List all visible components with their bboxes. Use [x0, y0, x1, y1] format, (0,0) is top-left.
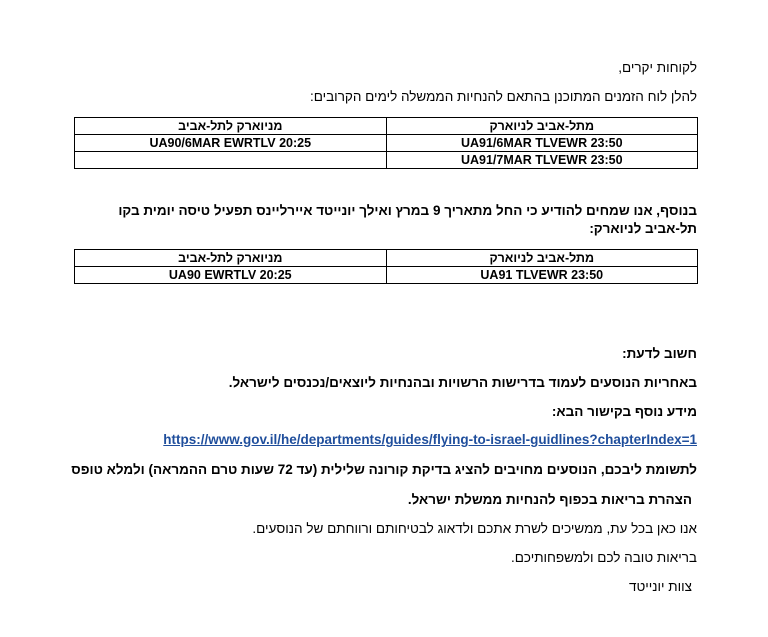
signature: צוות יונייטד [628, 579, 692, 594]
table-row [75, 135, 698, 152]
table-row [75, 267, 698, 284]
header-tlv-to-ewr: מתל-אביב לניוארק [386, 250, 698, 267]
table-cell: UA91 TLVEWR 23:50 [386, 267, 698, 284]
wishes-text: בריאות טובה לכם ולמשפחותיכם. [510, 550, 697, 565]
table-cell: UA90 EWRTLV 20:25 [75, 267, 387, 284]
important-title: חשוב לדעת: [622, 346, 697, 361]
schedule-table-current [74, 117, 698, 169]
responsibility-text: באחריות הנוסעים לעמוד בדרישות הרשויות ובהנחיות ליוצאים/נכנסים לישראל. [228, 375, 697, 390]
greeting: לקוחות יקרים, [618, 60, 697, 75]
header-tlv-to-ewr: מתל-אביב לניוארק [386, 118, 698, 135]
covid-requirement-line1: לתשומת ליבכם, הנוסעים מחויבים להציג בדיקת קורונה שלילית (עד 72 שעות טרם ההמראה) ולמלא טופס [71, 462, 697, 477]
table-cell: UA91/6MAR TLVEWR 23:50 [386, 135, 698, 152]
table-row [75, 152, 698, 169]
header-ewr-to-tlv: מניוארק לתל-אביב [75, 118, 387, 135]
service-text: אנו כאן בכל עת, ממשיכים לשרת אתכם ולדאוג לבטיחותם ורווחתם של הנוסעים. [252, 521, 697, 536]
more-info-text: מידע נוסף בקישור הבא: [551, 404, 697, 419]
guidelines-link[interactable]: https://www.gov.il/he/departments/guides/flying-to-israel-guidlines?chapterIndex=1 [163, 432, 697, 447]
table-header-row [75, 250, 698, 267]
header-ewr-to-tlv: מניוארק לתל-אביב [75, 250, 387, 267]
schedule-table-daily [74, 249, 698, 284]
table-header-row [75, 118, 698, 135]
covid-requirement-line2: הצהרת בריאות בכפוף להנחיות ממשלת ישראל. [407, 492, 692, 507]
table-cell [75, 152, 387, 169]
table-cell: UA91/7MAR TLVEWR 23:50 [386, 152, 698, 169]
table-cell: UA90/6MAR EWRTLV 20:25 [75, 135, 387, 152]
intro-text: להלן לוח הזמנים המתוכנן בהתאם להנחיות הממשלה לימים הקרובים: [309, 89, 697, 104]
daily-flight-announcement: בנוסף, אנו שמחים להודיע כי החל מתאריך 9 במרץ ואילך יונייטד איירליינס תפעיל טיסה יומית בקו תל-אביב לניוארק: [118, 203, 697, 236]
